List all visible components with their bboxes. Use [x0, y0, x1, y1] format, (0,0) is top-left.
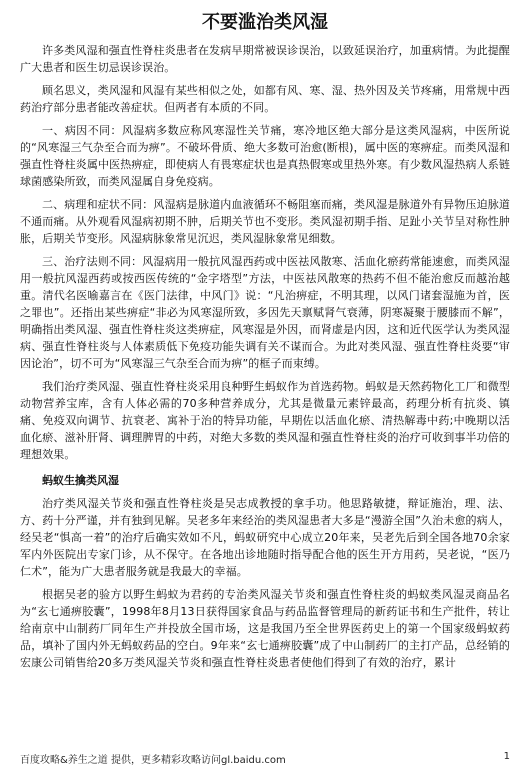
- paragraph: 三、治疗法则不同：风湿病用一般抗风湿西药或中医祛风散寒、活血化瘀药常能速愈，而类风湿用一般抗风湿西药或按西医传统的“金字塔型”方法，中医祛风散寒的热药不但不能治愈反而越治越重。清代名医喻嘉言在《医门法律，中风门》说：“凡治痹症，不明其理，以风门诸套湿施为首，医之罪也”。还指出某些痹症“非必为风寒湿所致，多因先天禀赋肾气衰薄，阴寒凝聚于腰膝而不解”，明确指出类风湿、强直性脊柱炎这类痹症，风寒湿是外因，而肾虚是内因，这和近代医学认为类风湿病、强直性脊柱炎与人体素质低下免疫功能失调有关不谋而合。为此对类风湿、强直性脊柱炎要“审因论治”，切不可为“风寒湿三气杂至合而为痹”的框子而束缚。: [20, 255, 510, 370]
- document-title: 不要滥治类风湿: [202, 12, 328, 33]
- paragraph: 治疗类风湿关节炎和强直性脊柱炎是吴志成教授的拿手功。他思路敏捷，辩证施治，理、法、方、药十分严谨，并有独到见解。吴老多年来经治的类风湿患者大多是“漫游全国”久治未愈的病人，经吴老“惧高一着”的治疗后确实效如不凡，蚂蚁研究中心成立20年来，吴老先后到全国各地70余家军内外医院出专家门诊，从不保守。在各地出诊地随时指导配合他的医生开方用药，吴老说，“医乃仁术”，能为广大患者服务就是我最大的幸福。: [20, 497, 510, 578]
- paragraph: 一、病因不同：风湿病多数应称风寒湿性关节痛，寒冷地区绝大部分是这类风湿病，中医所说的“风寒湿三气杂至合而为痹”。不破坏骨质、绝大多数可治愈(断根)，属中医的寒痹症。而类风湿和强直性脊柱炎属中医热痹症，即使病人有畏寒症状也是真热假寒或里热外寒。有少数风湿热病人系链球菌感染所致，而类风湿属自身免疫病。: [20, 124, 510, 188]
- paragraph: 许多类风湿和强直性脊柱炎患者在发病早期常被误诊误治，以致延误治疗，加重病情。为此提醒广大患者和医生切忌误诊误治。: [20, 44, 510, 74]
- paragraph: 我们治疗类风湿、强直性脊柱炎采用良种野生蚂蚁作为首选药物。蚂蚁是天然药物化工厂和微型动物营养宝库，含有人体必需的70多种营养成分，尤其是微量元素锌最高，药理分析有抗炎、镇痛、免疫双向调节、抗衰老、寓补于治的特异功能，早期佐以活血化瘀、清热解毒中药;中晚期以活血化瘀、滋补肝肾、调理脾胃的中药，对绝大多数的类风湿和强直性脊柱炎的治疗可收到事半功倍的理想效果。: [20, 380, 510, 461]
- paragraph: 二、病理和症状不同：风湿病是脉道内血液循环不畅阻塞而痛，类风湿是脉道外有异物压迫脉道不通而痛。从外观看风湿病初期不肿，后期关节也不变形。类风湿初期手指、足趾小关节呈对称性肿胀，后期关节变形。风湿病脉象常见沉迟，类风湿脉象常见细数。: [20, 198, 510, 245]
- document-page: [20, 10, 510, 671]
- page-footer: [20, 751, 510, 766]
- paragraph: 根据吴老的验方以野生蚂蚁为君药的专治类风湿关节炎和强直性脊柱炎的蚂蚁类风湿灵商品名为“玄七通痹胶囊”，1998年8月13日获得国家食品与药品监督管理局的新药证书和生产批件，转让给南京中山制药厂同年生产并投放全国市场，这是我国乃至全世界医药史上的第一个国家级蚂蚁药品，填补了国内外无蚂蚁药品的空白。9年来“玄七通痹胶囊”成了中山制药厂的主打产品，总经销的宏康公司销售给20多万类风湿关节炎和强直性脊柱炎患者使他们得到了有效的治疗，累计: [20, 588, 510, 669]
- footer-source: 百度攻略&养生之道 提供，更多精彩攻略访问gl.baidu.com: [20, 755, 286, 766]
- paragraph: 顾名思义，类风湿和风湿有某些相似之处，如都有风、寒、湿、热外因及关节疼痛，用常规中西药治疗部分患者能改善症状。但两者有本质的不同。: [20, 84, 510, 114]
- page-number: 1: [503, 751, 510, 762]
- section-heading: 蚂蚁生擒类风湿: [42, 474, 119, 487]
